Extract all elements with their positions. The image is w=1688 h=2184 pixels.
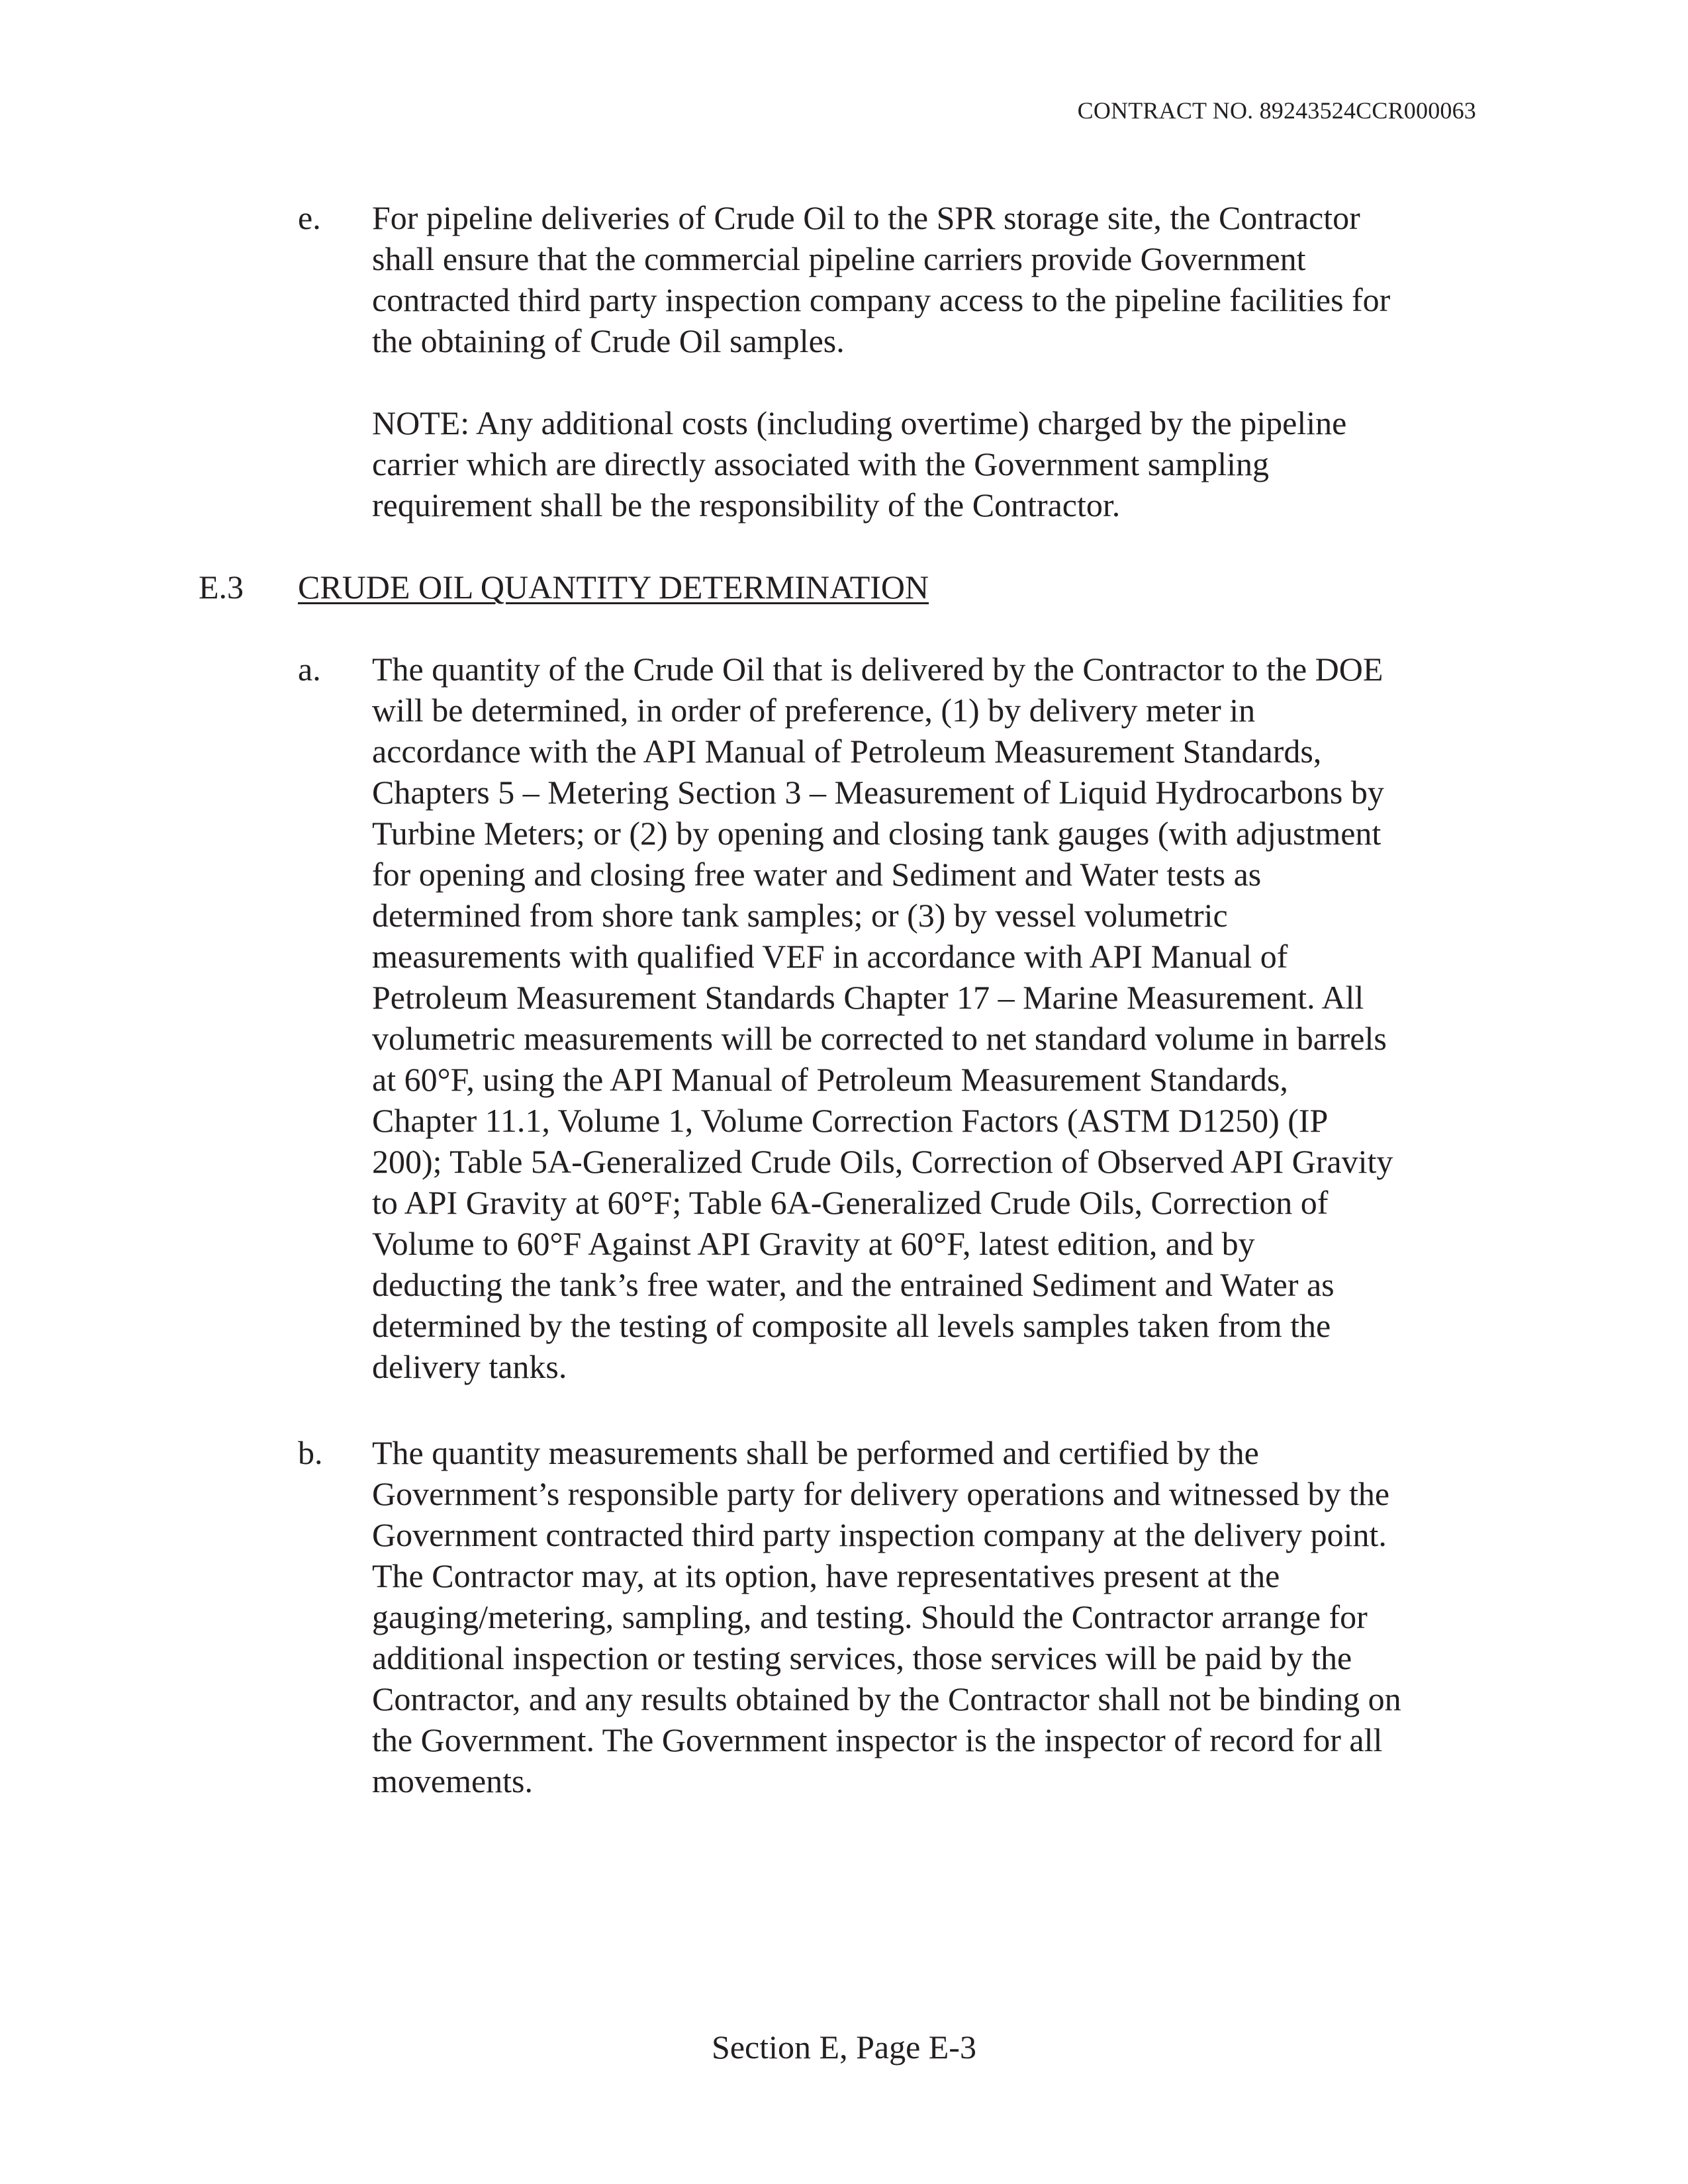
section-number: E.3 — [199, 569, 244, 606]
item-a-text: The quantity of the Crude Oil that is delivered by the Contractor to the DOE will be determined, in order of preference, (1) by delivery meter in accordance with the API Manual of Petroleum Measurement Standards, Chapters 5 – Metering Section 3 – Measurement of Liquid Hydrocarbons by Turbine Meters; or (2) by opening and closing tank gauges (with adjustment for opening and closing free water and Sediment and Water tests as determined from shore tank samples; or (3) by vessel volumetric measurements with qualified VEF in accordance with API Manual of Petroleum Measurement Standards Chapter 17 – Marine Measurement. All volumetric measurements will be corrected to net standard volume in barrels at 60°F, using the API Manual of Petroleum Measurement Standards, Chapter 11.1, Volume 1, Volume Correction Factors (ASTM D1250) (IP 200); Table 5A-Generalized Crude Oils, Correction of Observed API Gravity to API Gravity at 60°F; Table 6A-Generalized Crude Oils, Correction of Volume to 60°F Against API Gravity at 60°F, latest edition, and by deducting the tank’s free water, and the entrained Sediment and Water as determined by the testing of composite all levels samples taken from the delivery tanks. — [372, 651, 1393, 1385]
pipeline-note: NOTE: Any additional costs (including overtime) charged by the pipeline carrier which are directly associated with the Government sampling requirement shall be the responsibility of the Contractor. — [372, 404, 1347, 523]
item-a-label: a. — [298, 651, 321, 688]
contract-number-header: CONTRACT NO. 89243524CCR000063 — [1077, 97, 1476, 124]
item-a-body — [372, 649, 1497, 1387]
item-e-body — [372, 197, 1497, 361]
section-title: CRUDE OIL QUANTITY DETERMINATION — [298, 569, 929, 606]
section-heading — [199, 567, 929, 608]
item-b-text: The quantity measurements shall be performed and certified by the Government’s responsible party for delivery operations and witnessed by the Government contracted third party inspection company at the delivery point. The Contractor may, at its option, have representatives present at the gauging/metering, sampling, and testing. Should the Contractor arrange for additional inspection or testing services, those services will be paid by the Contractor, and any results obtained by the Contractor shall not be binding on the Government. The Government inspector is the inspector of record for all movements. — [372, 1434, 1401, 1799]
item-e-label: e. — [298, 199, 321, 236]
item-b-body — [372, 1432, 1497, 1801]
item-b-label: b. — [298, 1434, 323, 1471]
item-e-text: For pipeline deliveries of Crude Oil to the SPR storage site, the Contractor shall ensure that the commercial pipeline carriers provide Government contracted third party inspection company access to the pipeline facilities for the obtaining of Crude Oil samples. — [372, 199, 1391, 359]
page-footer: Section E, Page E-3 — [712, 2028, 976, 2066]
